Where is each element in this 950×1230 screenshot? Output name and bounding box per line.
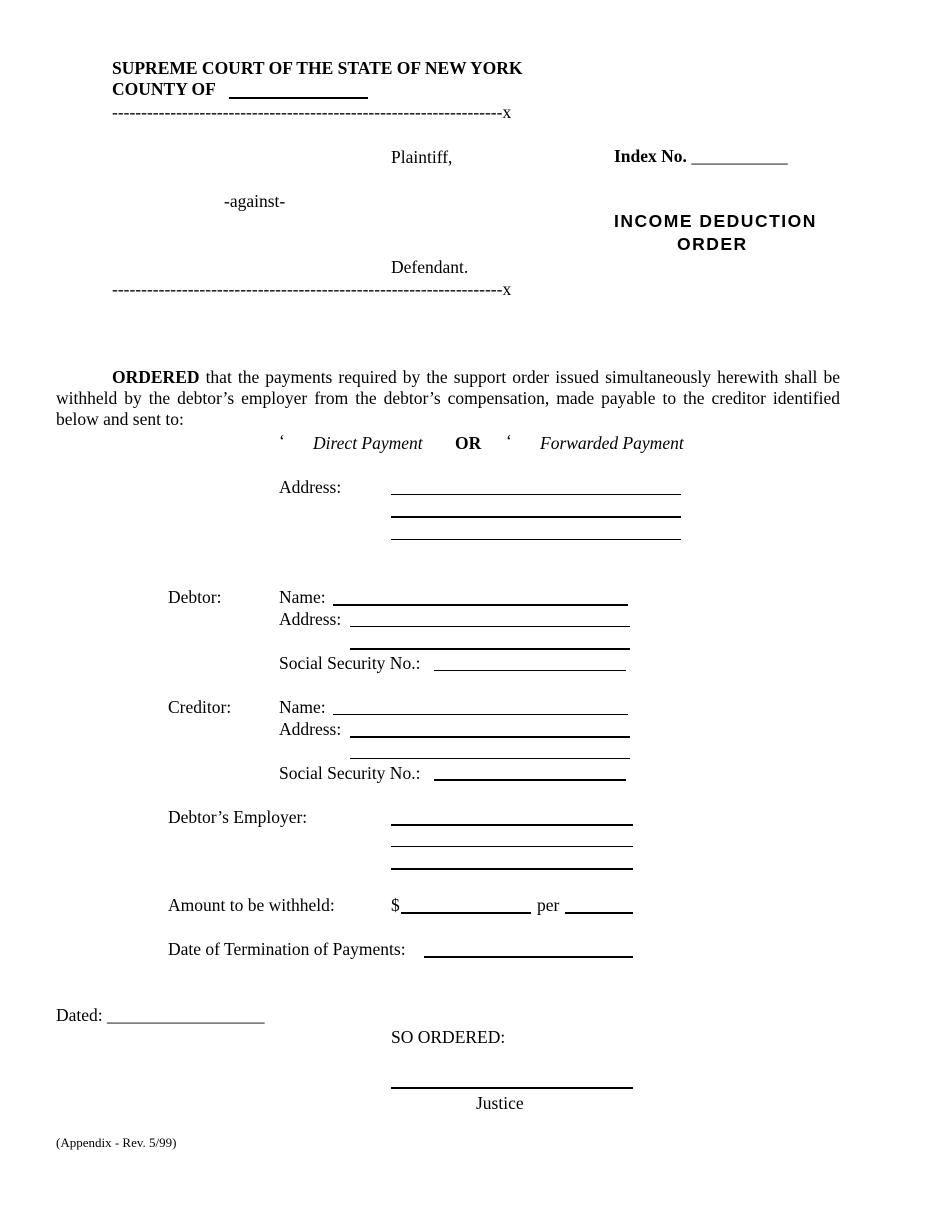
ordered-paragraph [56, 367, 840, 430]
creditor-name-field[interactable] [333, 714, 628, 715]
creditor-address-line-2[interactable] [350, 758, 630, 759]
amount-field[interactable] [401, 912, 531, 914]
or-label: OR [455, 433, 482, 453]
ordered-text: that the payments required by the support order issued simultaneously herewith shall be withheld by the debtor’s employer from the debtor’s compensation, made payable to the creditor identified below and sent to: [56, 367, 840, 429]
dated-field[interactable]: __________________ [107, 1005, 265, 1025]
debtor-ssn-field[interactable] [434, 670, 626, 671]
creditor-label: Creditor: [168, 697, 232, 717]
debtor-name-label: Name: [279, 587, 326, 607]
termination-date-field[interactable] [424, 956, 633, 958]
court-title: SUPREME COURT OF THE STATE OF NEW YORK [112, 58, 523, 78]
creditor-name-label: Name: [279, 697, 326, 717]
employer-line-1[interactable] [391, 824, 633, 826]
caption-divider-bottom: -------------------------------------------------------------------x [112, 279, 512, 299]
creditor-address-line-1[interactable] [350, 736, 630, 738]
payment-address-label: Address: [279, 477, 342, 497]
county-label: COUNTY OF [112, 79, 216, 99]
amount-currency: $ [391, 895, 400, 915]
debtor-ssn-label: Social Security No.: [279, 653, 421, 673]
form-title-line2: ORDER [677, 234, 748, 254]
caption-divider-top: -------------------------------------------------------------------x [112, 102, 512, 122]
justice-signature-line[interactable] [391, 1087, 633, 1089]
amount-period-field[interactable] [565, 912, 633, 914]
form-title-line1: INCOME DEDUCTION [614, 211, 817, 231]
payment-address-line-1[interactable] [391, 494, 681, 495]
debtor-address-line-2[interactable] [350, 648, 630, 650]
amount-label: Amount to be withheld: [168, 895, 335, 915]
index-number-label: Index No. [614, 146, 687, 166]
ordered-keyword: ORDERED [112, 367, 200, 387]
forwarded-payment-label: Forwarded Payment [540, 433, 684, 453]
index-number-field[interactable]: ___________ [691, 146, 788, 166]
termination-label: Date of Termination of Payments: [168, 939, 406, 959]
dated-label: Dated: [56, 1005, 103, 1025]
revision-footer: (Appendix - Rev. 5/99) [56, 1135, 177, 1150]
so-ordered-label: SO ORDERED: [391, 1027, 506, 1047]
creditor-address-label: Address: [279, 719, 342, 739]
payment-address-line-2[interactable] [391, 516, 681, 518]
justice-label: Justice [476, 1093, 524, 1113]
direct-payment-checkbox[interactable]: ‘ [279, 431, 285, 451]
debtor-address-label: Address: [279, 609, 342, 629]
county-field[interactable] [229, 97, 368, 99]
employer-line-3[interactable] [391, 868, 633, 870]
plaintiff-label: Plaintiff, [391, 147, 453, 167]
defendant-label: Defendant. [391, 257, 469, 277]
debtor-name-field[interactable] [333, 604, 628, 606]
index-number [614, 146, 788, 166]
employer-line-2[interactable] [391, 846, 633, 847]
against-label: -against- [224, 191, 286, 211]
forwarded-payment-checkbox[interactable]: ‘ [506, 431, 512, 451]
creditor-ssn-field[interactable] [434, 779, 626, 781]
creditor-ssn-label: Social Security No.: [279, 763, 421, 783]
payment-address-line-3[interactable] [391, 539, 681, 540]
debtor-address-line-1[interactable] [350, 626, 630, 627]
direct-payment-label: Direct Payment [313, 433, 423, 453]
employer-label: Debtor’s Employer: [168, 807, 308, 827]
amount-per-label: per [537, 895, 560, 915]
debtor-label: Debtor: [168, 587, 222, 607]
dated-row [56, 1005, 265, 1025]
